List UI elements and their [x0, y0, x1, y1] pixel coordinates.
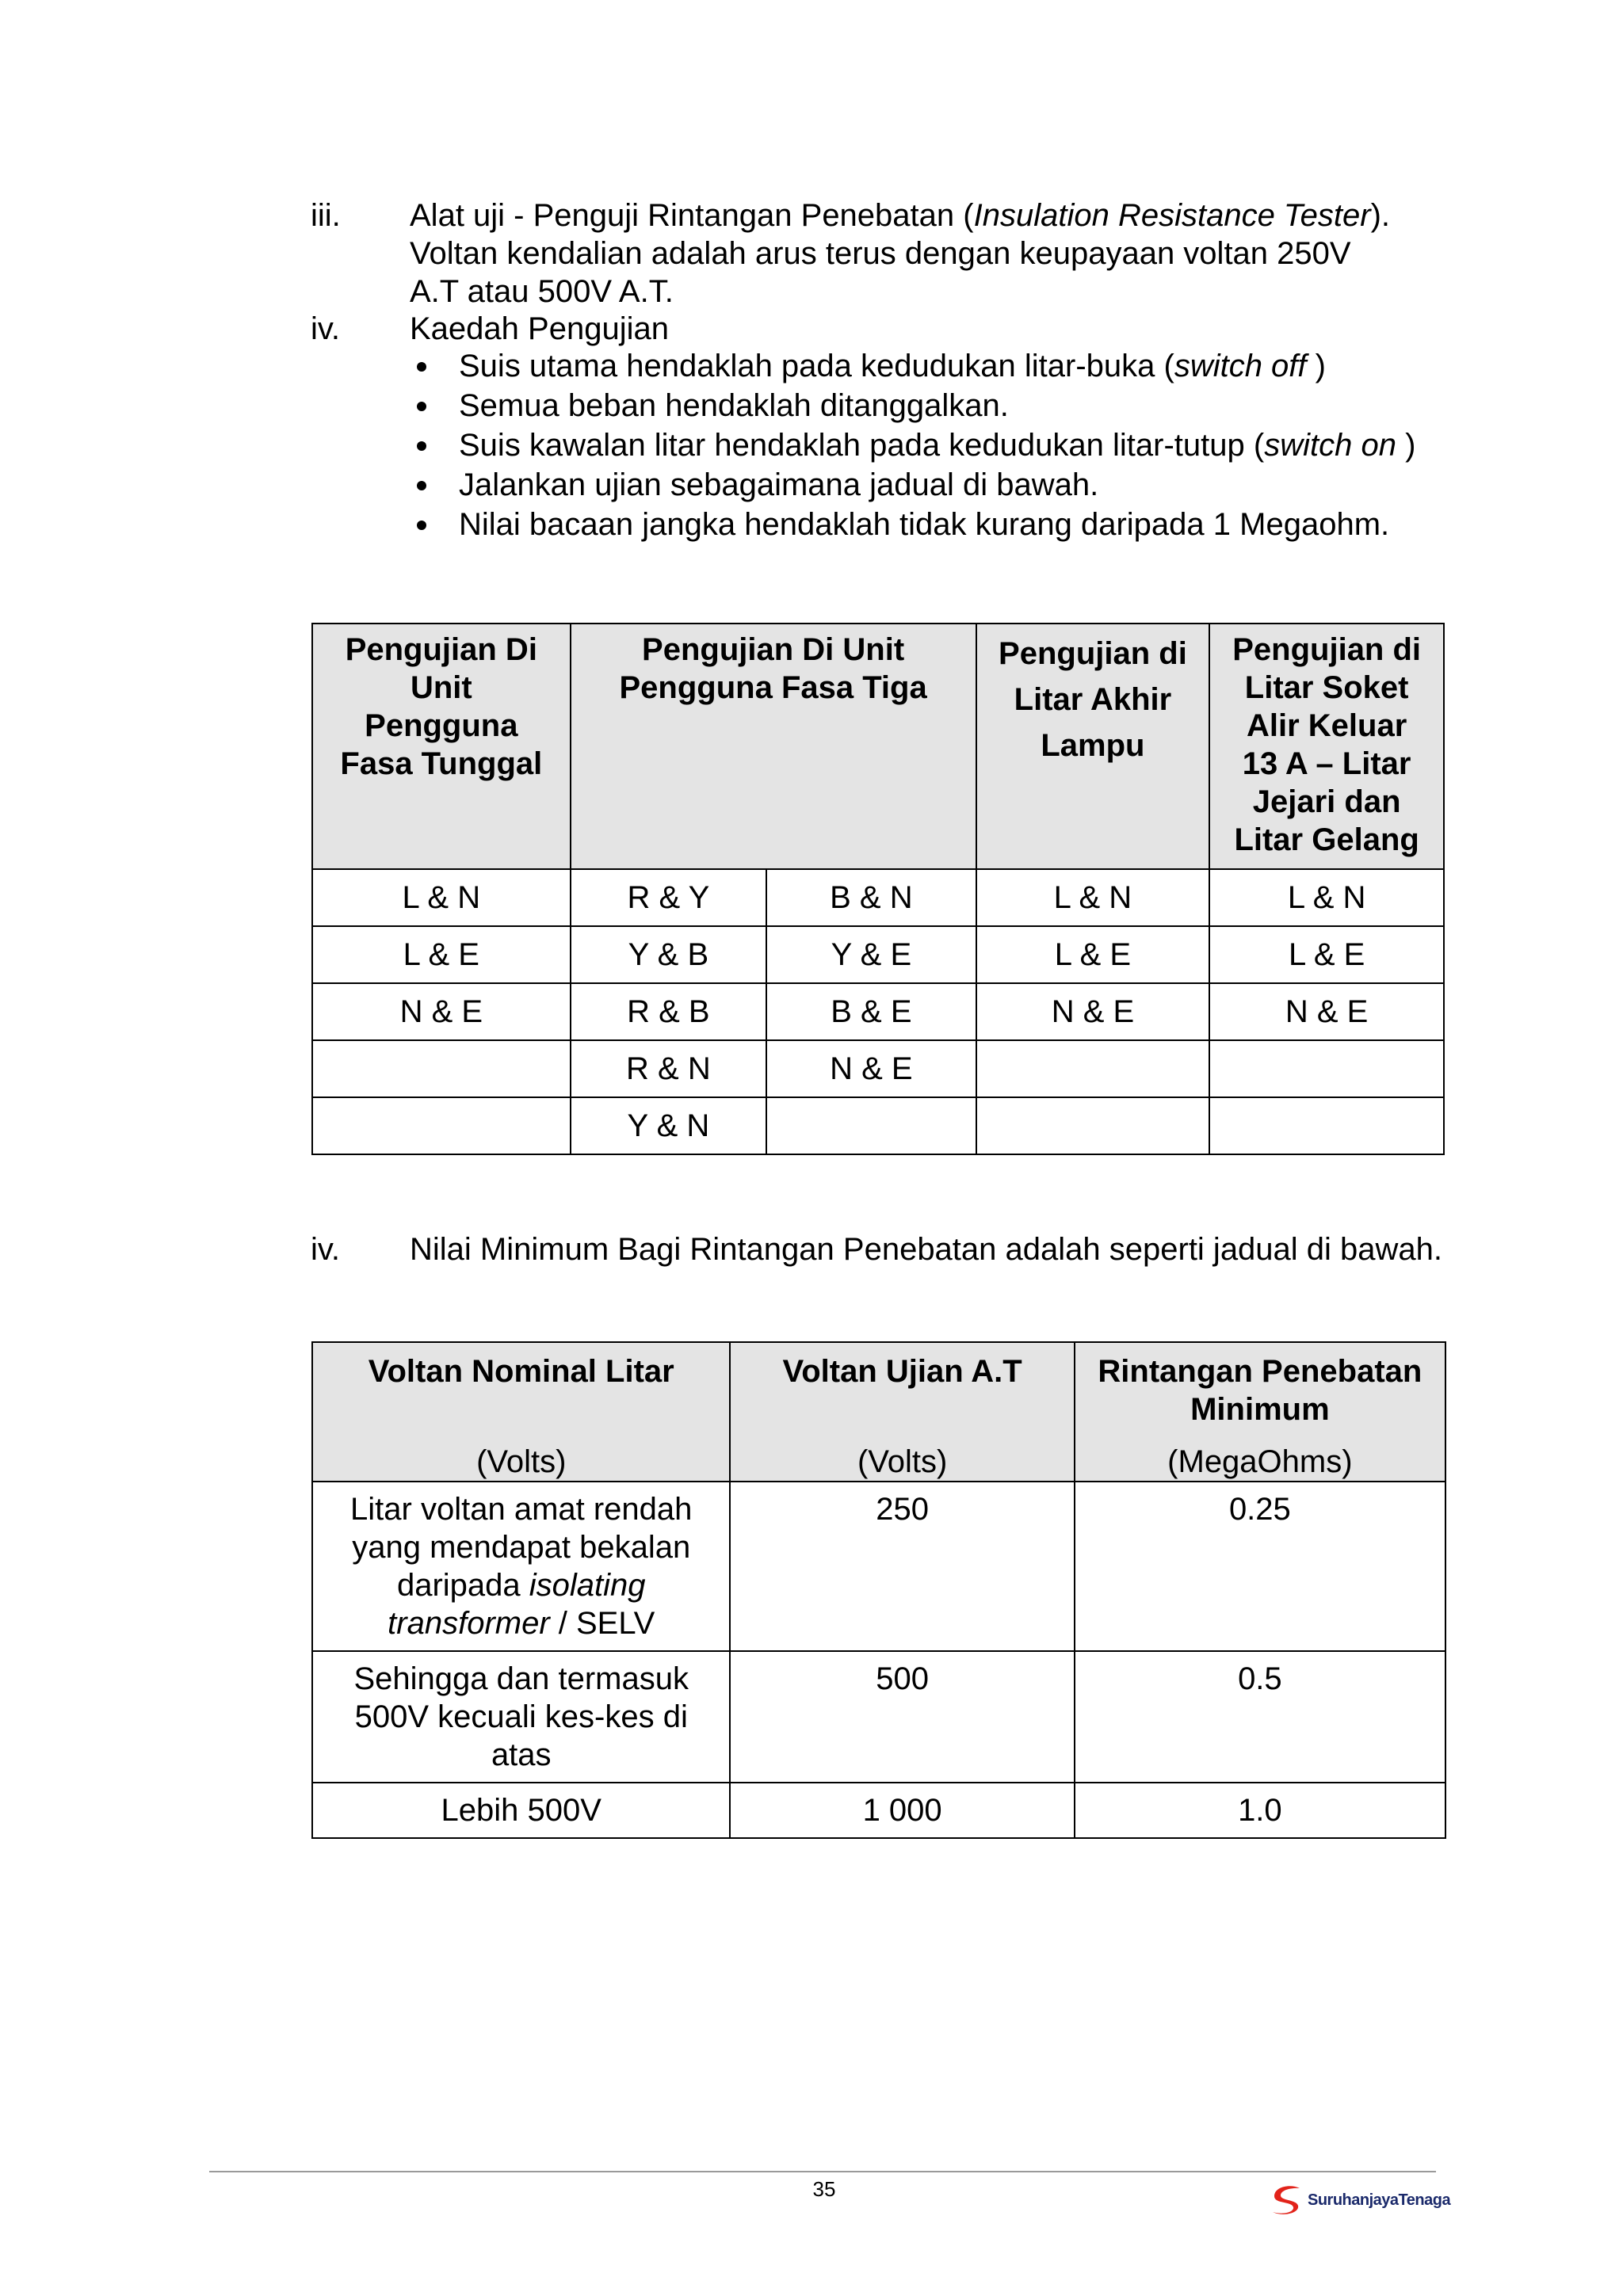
table-cell: Y & E — [766, 926, 976, 983]
table-cell: 0.5 — [1075, 1651, 1445, 1783]
table-cell: L & N — [312, 869, 571, 926]
table-header-row — [312, 624, 1444, 869]
section-iii-number: iii. — [311, 198, 341, 233]
header-lighting-circuit: Pengujian di Litar Akhir Lampu — [976, 624, 1210, 869]
page-number: 35 — [812, 2177, 836, 2201]
footer-divider — [209, 2171, 1436, 2172]
table-row — [312, 1040, 1444, 1097]
table-cell: Y & N — [571, 1097, 767, 1154]
table-cell: N & E — [976, 983, 1210, 1040]
section-iii-line2: Voltan kendalian adalah arus terus dengan keupayaan voltan 250V — [410, 236, 1351, 271]
bullet-icon — [417, 521, 426, 530]
table-cell: L & N — [1209, 869, 1444, 926]
table-cell: L & E — [312, 926, 571, 983]
test-points-table — [311, 623, 1445, 1155]
table-cell — [312, 1097, 571, 1154]
table-cell — [976, 1097, 1210, 1154]
table-row — [312, 1097, 1444, 1154]
minimum-resistance-table — [311, 1341, 1446, 1839]
header-three-phase: Pengujian Di Unit Pengguna Fasa Tiga — [571, 624, 976, 869]
section-iv2-number: iv. — [311, 1232, 341, 1267]
header-nominal-voltage: Voltan Nominal Litar (Volts) — [312, 1342, 730, 1482]
table-cell: 0.25 — [1075, 1482, 1445, 1651]
table-cell: N & E — [312, 983, 571, 1040]
list-item: Jalankan ujian sebagaimana jadual di bawah. — [410, 465, 1551, 505]
table-cell: 500 — [730, 1651, 1074, 1783]
table-cell: L & E — [1209, 926, 1444, 983]
table-row — [312, 869, 1444, 926]
table-cell: Y & B — [571, 926, 767, 983]
logo-text: SuruhanjayaTenaga — [1308, 2191, 1451, 2209]
table-cell: B & E — [766, 983, 976, 1040]
section-iii-body — [410, 196, 1543, 311]
table-cell — [976, 1040, 1210, 1097]
table-cell: 1.0 — [1075, 1783, 1445, 1838]
table-row — [312, 1482, 1445, 1651]
bullet-icon — [417, 481, 426, 490]
table-row — [312, 926, 1444, 983]
header-socket-circuit: Pengujian di Litar Soket Alir Keluar 13 A – Litar Jejari dan Litar Gelang — [1209, 624, 1444, 869]
table-cell: L & E — [976, 926, 1210, 983]
header-minimum-resistance: Rintangan Penebatan Minimum (MegaOhms) — [1075, 1342, 1445, 1482]
test-method-list — [410, 346, 1551, 544]
bullet-icon — [417, 362, 426, 372]
bullet-icon — [417, 402, 426, 411]
list-item: Semua beban hendaklah ditanggalkan. — [410, 386, 1551, 425]
table-row — [312, 1651, 1445, 1783]
table-cell: Litar voltan amat rendah yang mendapat bekalan daripada isolating transformer / SELV — [312, 1482, 730, 1651]
table-cell: 1 000 — [730, 1783, 1074, 1838]
suruhanjaya-tenaga-logo — [1268, 2180, 1451, 2218]
table-row — [312, 1783, 1445, 1838]
table-cell — [1209, 1097, 1444, 1154]
table-cell: B & N — [766, 869, 976, 926]
table-header-row — [312, 1342, 1445, 1482]
table-cell: 250 — [730, 1482, 1074, 1651]
table-row — [312, 983, 1444, 1040]
table-cell: Lebih 500V — [312, 1783, 730, 1838]
header-single-phase: Pengujian Di Unit Pengguna Fasa Tunggal — [312, 624, 571, 869]
table-cell: Sehingga dan termasuk 500V kecuali kes-kes di atas — [312, 1651, 730, 1783]
table-cell: N & E — [766, 1040, 976, 1097]
table-cell — [766, 1097, 976, 1154]
list-item: Suis utama hendaklah pada kedudukan litar-buka (switch off ) — [410, 346, 1551, 386]
table-cell: N & E — [1209, 983, 1444, 1040]
bullet-icon — [417, 441, 426, 451]
header-test-voltage: Voltan Ujian A.T (Volts) — [730, 1342, 1074, 1482]
table-cell — [312, 1040, 571, 1097]
table-cell: L & N — [976, 869, 1210, 926]
swoosh-logo-icon — [1268, 2180, 1306, 2218]
table-cell: R & Y — [571, 869, 767, 926]
section-iv-title: Kaedah Pengujian — [410, 311, 669, 346]
section-iv2-text: Nilai Minimum Bagi Rintangan Penebatan adalah seperti jadual di bawah. — [410, 1232, 1443, 1267]
section-iv-number: iv. — [311, 311, 341, 346]
list-item: Suis kawalan litar hendaklah pada kedudukan litar-tutup (switch on ) — [410, 425, 1551, 465]
table-cell: R & B — [571, 983, 767, 1040]
table-cell: R & N — [571, 1040, 767, 1097]
list-item: Nilai bacaan jangka hendaklah tidak kurang daripada 1 Megaohm. — [410, 505, 1551, 544]
section-iii-line3: A.T atau 500V A.T. — [410, 274, 674, 309]
section-iii-line1: Alat uji - Penguji Rintangan Penebatan (Insulation Resistance Tester). — [410, 198, 1391, 233]
table-cell — [1209, 1040, 1444, 1097]
